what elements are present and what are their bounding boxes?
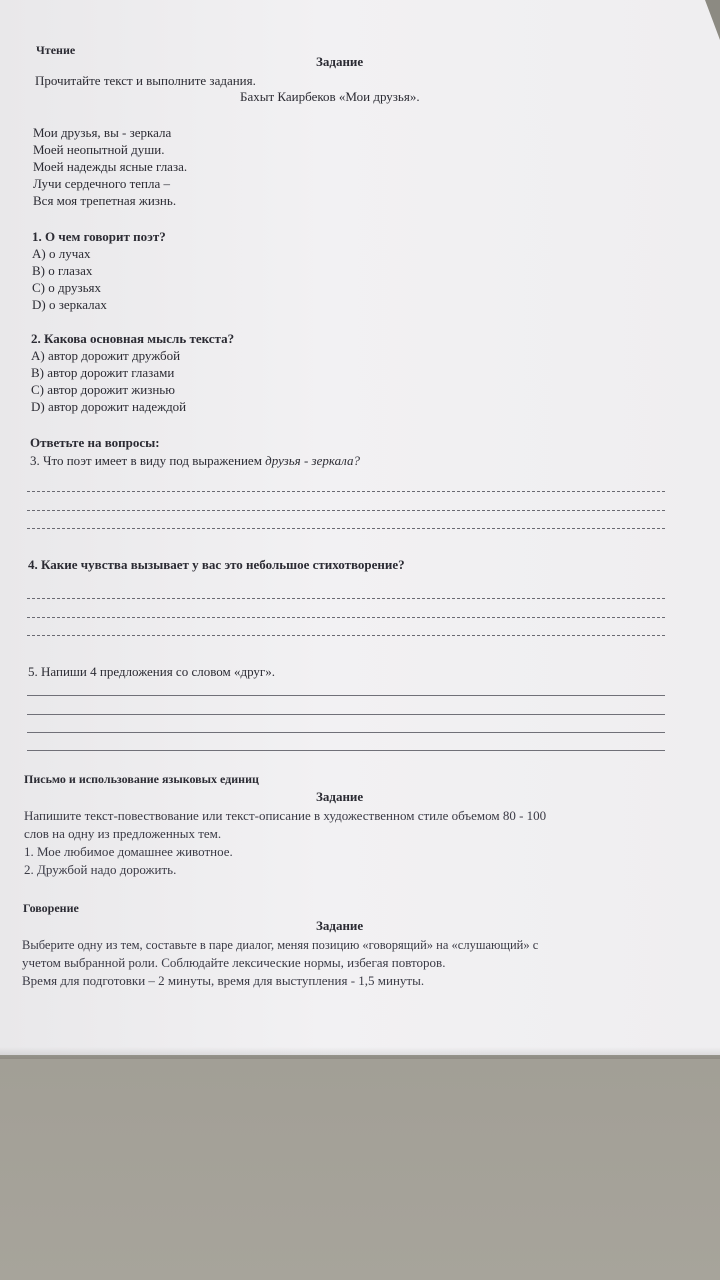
answer-line [27,598,665,599]
section-reading-heading: Чтение [36,43,76,57]
q2-option-d: D) автор дорожит надеждой [31,399,187,414]
answer-questions-heading: Ответьте на вопросы: [30,435,160,450]
question-4: 4. Какие чувства вызывает у вас это небольшое стихотворение? [28,557,405,572]
q1-option-c: C) о друзьях [32,280,101,295]
speaking-instruction-line-1: Выберите одну из тем, составьте в паре диалог, меняя позицию «говорящий» на «слушающий» с [22,938,539,952]
q2-option-a: A) автор дорожит дружбой [31,348,181,363]
speaking-instruction-line-2: учетом выбранной роли. Соблюдайте лексические нормы, избегая повторов. [22,955,446,970]
speaking-time-info: Время для подготовки – 2 минуты, время для выступления - 1,5 минуты. [22,973,425,988]
writing-topic-1: 1. Мое любимое домашнее животное. [24,844,233,859]
answer-line [27,510,665,511]
poem-line-2: Моей неопытной души. [33,142,165,157]
question-3-text: 3. Что поэт имеет в виду под выражением [30,453,266,468]
writing-instruction-line-2: слов на одну из предложенных тем. [24,826,222,841]
answer-line [27,528,665,529]
page-edge-shadow [0,1047,720,1059]
instruction-text: Прочитайте текст и выполните задания. [35,73,256,88]
q2-option-b: B) автор дорожит глазами [31,365,175,380]
answer-line [27,617,665,618]
answer-line [27,695,665,696]
q1-option-d: D) о зеркалах [32,297,107,312]
question-3-phrase: друзья - зеркала? [265,453,360,468]
answer-line [27,732,665,733]
answer-line [27,714,665,715]
question-1: 1. О чем говорит поэт? [32,229,166,244]
answer-line [27,635,665,636]
question-2: 2. Какова основная мысль текста? [31,331,235,346]
answer-line [27,491,665,492]
poem-line-4: Лучи сердечного тепла – [33,176,170,191]
question-3 [30,453,360,469]
question-5: 5. Напиши 4 предложения со словом «друг». [28,664,276,679]
answer-line [27,750,665,751]
q2-option-c: C) автор дорожит жизнью [31,382,175,397]
poem-source: Бахыт Каирбеков «Мои друзья». [240,89,420,104]
poem-line-3: Моей надежды ясные глаза. [33,159,188,174]
task-title-1: Задание [316,54,364,69]
section-writing-heading: Письмо и использование языковых единиц [24,772,259,786]
q1-option-a: A) о лучах [32,246,91,261]
q1-option-b: B) о глазах [32,263,93,278]
poem-line-1: Мои друзья, вы - зеркала [33,125,172,140]
task-title-2: Задание [316,789,364,804]
section-speaking-heading: Говорение [23,901,79,915]
poem-line-5: Вся моя трепетная жизнь. [33,193,177,208]
writing-topic-2: 2. Дружбой надо дорожить. [24,862,177,877]
writing-instruction-line-1: Напишите текст-повествование или текст-описание в художественном стиле объемом 80 - 100 [24,808,547,823]
task-title-3: Задание [316,918,364,933]
